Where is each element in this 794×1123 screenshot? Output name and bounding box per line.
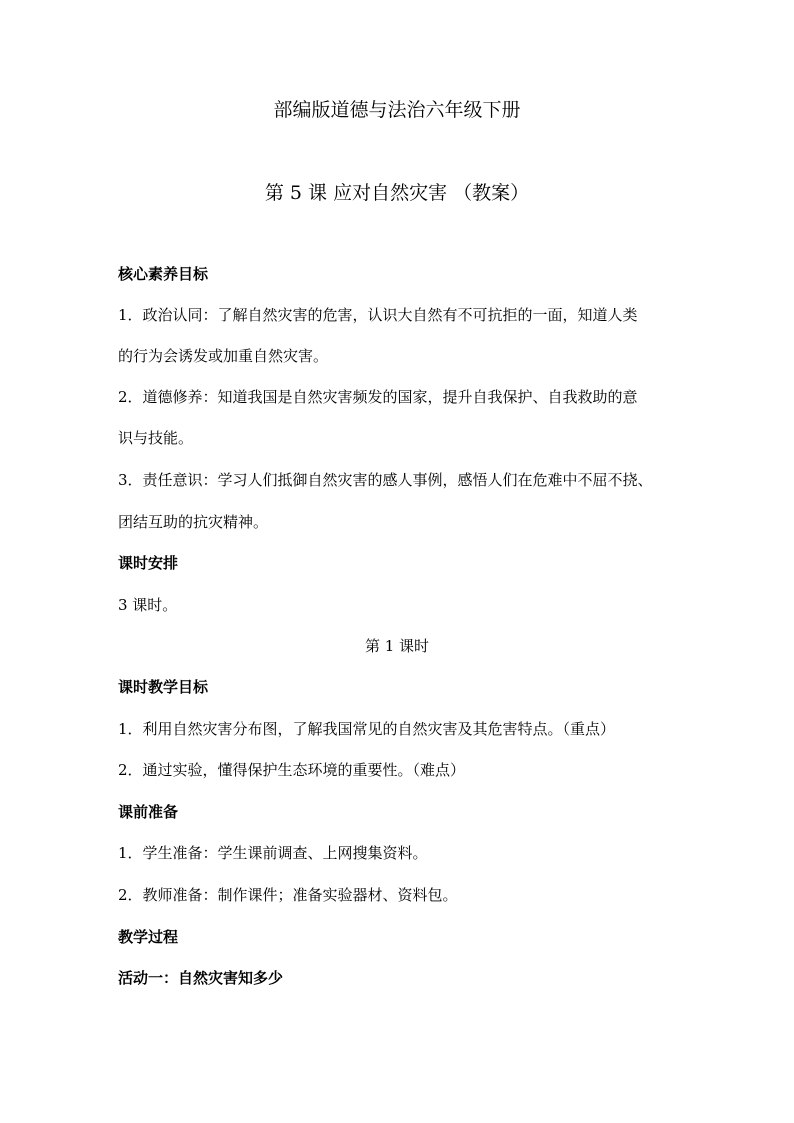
activity-1-heading: 活动一：自然灾害知多少 <box>118 969 284 987</box>
objective-1: 1．利用自然灾害分布图，了解我国常见的自然灾害及其危害特点。（重点） <box>118 720 616 738</box>
section-heading-core-goals: 核心素养目标 <box>118 265 209 283</box>
section-heading-schedule: 课时安排 <box>118 554 179 572</box>
goal-2-line-2: 识与技能。 <box>118 429 194 447</box>
lesson-subtitle: 第 5 课 应对自然灾害 （教案） <box>264 182 530 204</box>
section-heading-preparation: 课前准备 <box>118 803 179 821</box>
objective-2: 2．通过实验，懂得保护生态环境的重要性。（难点） <box>118 761 466 779</box>
schedule-text: 3 课时。 <box>118 596 178 614</box>
section-heading-objectives: 课时教学目标 <box>118 678 209 696</box>
preparation-2: 2．教师准备：制作课件；准备实验器材、资料包。 <box>118 886 458 904</box>
preparation-1: 1．学生准备：学生课前调查、上网搜集资料。 <box>118 844 428 862</box>
document-title: 部编版道德与法治六年级下册 <box>273 99 521 121</box>
goal-1-line-1: 1．政治认同：了解自然灾害的危害，认识大自然有不可抗拒的一面，知道人类 <box>118 306 638 324</box>
lesson-period-heading: 第 1 课时 <box>364 637 430 655</box>
goal-1-line-2: 的行为会诱发或加重自然灾害。 <box>118 347 329 365</box>
section-heading-process: 教学过程 <box>118 928 179 946</box>
goal-2-line-1: 2．道德修养：知道我国是自然灾害频发的国家，提升自我保护、自我救助的意 <box>118 388 638 406</box>
goal-3-line-1: 3．责任意识：学习人们抵御自然灾害的感人事例，感悟人们在危难中不屈不挠、 <box>118 471 653 489</box>
goal-3-line-2: 团结互助的抗灾精神。 <box>118 513 269 531</box>
